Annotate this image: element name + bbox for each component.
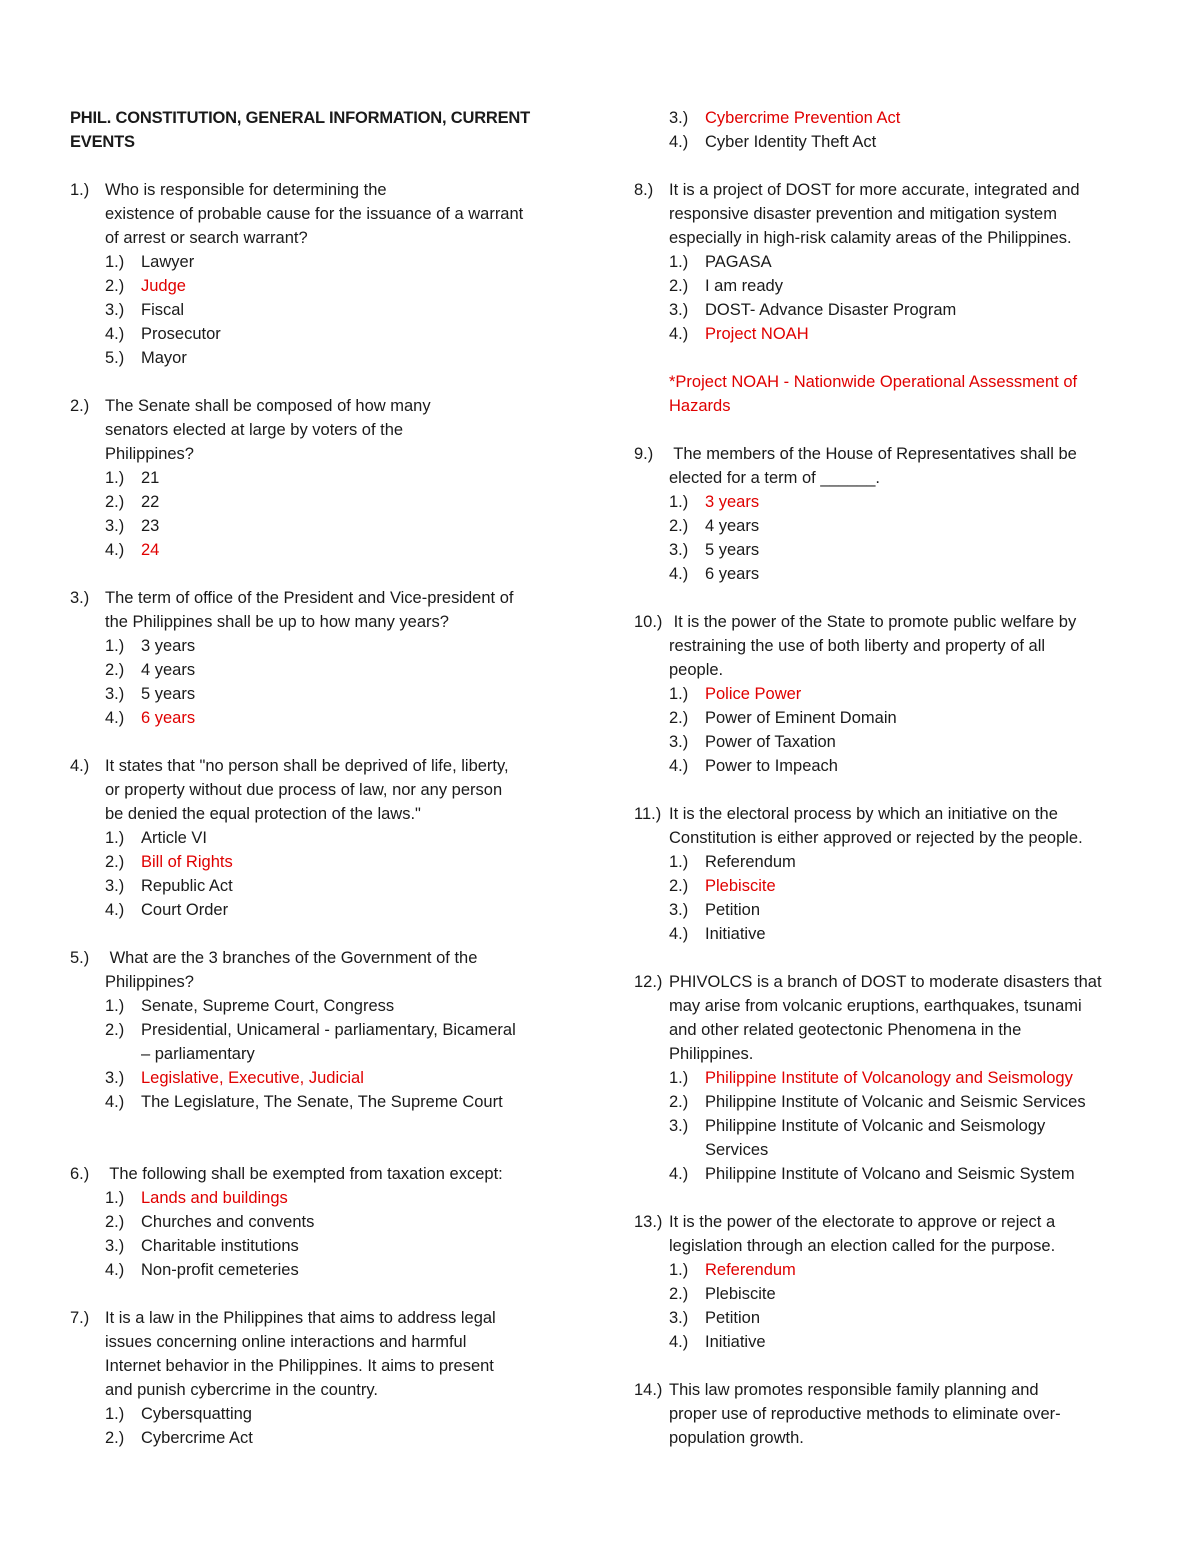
option-number: 2.) bbox=[669, 277, 689, 295]
option-number: 3.) bbox=[669, 109, 689, 127]
question-text bbox=[634, 610, 1134, 634]
option-number: 2.) bbox=[669, 517, 689, 535]
option-number: 4.) bbox=[105, 325, 125, 343]
option-number: 1.) bbox=[105, 637, 125, 655]
option-number: 4.) bbox=[105, 901, 125, 919]
answer-option bbox=[634, 1282, 1134, 1306]
question-line: PHIVOLCS is a branch of DOST to moderate disasters that bbox=[669, 973, 1102, 991]
answer-option bbox=[634, 754, 1134, 778]
question-text-cont: existence of probable cause for the issuance of a warrant bbox=[105, 205, 524, 223]
question-text-cont: legislation through an election called for the purpose. bbox=[669, 1237, 1056, 1255]
question-number: 3.) bbox=[70, 589, 90, 607]
option-number: 1.) bbox=[105, 253, 125, 271]
question-line: It is the power of the electorate to approve or reject a bbox=[669, 1213, 1056, 1231]
question-number: 2.) bbox=[70, 397, 90, 415]
answer-option-correct bbox=[634, 490, 1134, 514]
option-number: 1.) bbox=[105, 997, 125, 1015]
option-number: 2.) bbox=[105, 1429, 125, 1447]
question-line: It is a project of DOST for more accurate, integrated and bbox=[669, 181, 1080, 199]
answer-option bbox=[70, 346, 570, 370]
question-text-cont: responsive disaster prevention and mitigation system bbox=[669, 205, 1057, 223]
option-text: Initiative bbox=[705, 1333, 766, 1351]
answer-option bbox=[634, 1090, 1134, 1114]
answer-option bbox=[634, 538, 1134, 562]
option-number: 1.) bbox=[105, 1405, 125, 1423]
question-14 bbox=[634, 1378, 1134, 1450]
option-text: The Legislature, The Senate, The Supreme Court bbox=[141, 1093, 503, 1111]
answer-option bbox=[70, 994, 570, 1018]
option-number: 3.) bbox=[105, 517, 125, 535]
question-number: 7.) bbox=[70, 1309, 90, 1327]
option-number: 1.) bbox=[669, 853, 689, 871]
question-text bbox=[634, 178, 1134, 202]
answer-option bbox=[70, 1210, 570, 1234]
question-line: The following shall be exempted from taxation except: bbox=[105, 1165, 503, 1183]
answer-option bbox=[70, 1234, 570, 1258]
answer-option-correct bbox=[70, 538, 570, 562]
question-11 bbox=[634, 802, 1134, 946]
option-text: Court Order bbox=[141, 901, 229, 919]
answer-option bbox=[70, 466, 570, 490]
answer-option bbox=[70, 682, 570, 706]
answer-option bbox=[634, 274, 1134, 298]
option-number: 3.) bbox=[105, 877, 125, 895]
option-text: 24 bbox=[141, 541, 160, 559]
option-text: Philippine Institute of Volcanology and Seismology bbox=[705, 1069, 1073, 1087]
option-text: Prosecutor bbox=[141, 325, 221, 343]
option-number: 2.) bbox=[105, 661, 125, 679]
question-9 bbox=[634, 442, 1134, 586]
option-number: 1.) bbox=[105, 469, 125, 487]
option-number: 1.) bbox=[669, 1069, 689, 1087]
question-text-cont: Philippines. bbox=[669, 1045, 754, 1063]
page-title-cont: EVENTS bbox=[70, 133, 135, 151]
question-line: This law promotes responsible family planning and bbox=[669, 1381, 1039, 1399]
answer-option bbox=[70, 1090, 570, 1114]
question-7 bbox=[70, 1306, 570, 1450]
option-number: 3.) bbox=[105, 685, 125, 703]
answer-option bbox=[70, 898, 570, 922]
option-text: Cyber Identity Theft Act bbox=[705, 133, 877, 151]
option-text: 3 years bbox=[705, 493, 760, 511]
option-number: 3.) bbox=[669, 541, 689, 559]
option-text: Fiscal bbox=[141, 301, 185, 319]
answer-option bbox=[634, 130, 1134, 154]
question-text bbox=[634, 970, 1134, 994]
answer-option bbox=[70, 634, 570, 658]
answer-option bbox=[634, 250, 1134, 274]
answer-option-correct bbox=[70, 1066, 570, 1090]
option-text: 23 bbox=[141, 517, 160, 535]
option-text: PAGASA bbox=[705, 253, 772, 271]
answer-option bbox=[70, 250, 570, 274]
answer-note: *Project NOAH - Nationwide Operational Assessment of bbox=[669, 373, 1078, 391]
option-text: DOST- Advance Disaster Program bbox=[705, 301, 957, 319]
question-text-cont: restraining the use of both liberty and property of all bbox=[669, 637, 1046, 655]
question-line: The Senate shall be composed of how many bbox=[105, 397, 431, 415]
option-number: 3.) bbox=[669, 1309, 689, 1327]
answer-option bbox=[70, 322, 570, 346]
question-text-cont: or property without due process of law, nor any person bbox=[105, 781, 503, 799]
answer-option bbox=[634, 1162, 1134, 1186]
question-line: It states that "no person shall be deprived of life, liberty, bbox=[105, 757, 509, 775]
answer-option bbox=[70, 490, 570, 514]
page-title: PHIL. CONSTITUTION, GENERAL INFORMATION, CURRENT bbox=[70, 109, 531, 127]
answer-option bbox=[70, 1018, 570, 1042]
option-text: Judge bbox=[141, 277, 186, 295]
option-text: Referendum bbox=[705, 853, 796, 871]
question-text-cont: of arrest or search warrant? bbox=[105, 229, 308, 247]
question-number: 10.) bbox=[634, 613, 663, 631]
answer-option-correct bbox=[634, 322, 1134, 346]
answer-option-correct bbox=[634, 874, 1134, 898]
question-number: 4.) bbox=[70, 757, 90, 775]
question-12 bbox=[634, 970, 1134, 1186]
answer-option bbox=[634, 298, 1134, 322]
option-text: Article VI bbox=[141, 829, 208, 847]
option-number: 2.) bbox=[105, 277, 125, 295]
question-number: 14.) bbox=[634, 1381, 663, 1399]
option-number: 3.) bbox=[105, 1069, 125, 1087]
option-text: Republic Act bbox=[141, 877, 233, 895]
question-line: It is a law in the Philippines that aims to address legal bbox=[105, 1309, 496, 1327]
option-number: 3.) bbox=[669, 901, 689, 919]
right-column bbox=[634, 106, 1134, 1450]
question-text bbox=[70, 1162, 570, 1186]
question-text-cont: Constitution is either approved or rejected by the people. bbox=[669, 829, 1083, 847]
left-column bbox=[70, 106, 570, 1450]
question-8 bbox=[634, 178, 1134, 418]
option-number: 4.) bbox=[105, 1261, 125, 1279]
question-text-cont: senators elected at large by voters of the bbox=[105, 421, 404, 439]
option-text: Lawyer bbox=[141, 253, 195, 271]
option-text: Referendum bbox=[705, 1261, 796, 1279]
answer-option bbox=[634, 1114, 1134, 1138]
question-number: 6.) bbox=[70, 1165, 90, 1183]
question-text-cont: be denied the equal protection of the laws." bbox=[105, 805, 421, 823]
option-text: Churches and convents bbox=[141, 1213, 315, 1231]
option-number: 4.) bbox=[105, 709, 125, 727]
option-text: Power of Eminent Domain bbox=[705, 709, 897, 727]
question-number: 5.) bbox=[70, 949, 90, 967]
option-number: 1.) bbox=[669, 493, 689, 511]
answer-note: Hazards bbox=[669, 397, 731, 415]
option-text: I am ready bbox=[705, 277, 783, 295]
answer-option bbox=[70, 1402, 570, 1426]
question-line: It is the electoral process by which an initiative on the bbox=[669, 805, 1058, 823]
answer-option bbox=[634, 1330, 1134, 1354]
option-number: 1.) bbox=[105, 829, 125, 847]
option-number: 1.) bbox=[105, 1189, 125, 1207]
option-text: 6 years bbox=[141, 709, 196, 727]
option-text: 5 years bbox=[141, 685, 196, 703]
option-number: 3.) bbox=[669, 1117, 689, 1135]
option-text: Cybercrime Prevention Act bbox=[705, 109, 901, 127]
question-text bbox=[70, 754, 570, 778]
question-5 bbox=[70, 946, 570, 1114]
answer-option bbox=[70, 298, 570, 322]
question-text-cont: elected for a term of ______. bbox=[669, 469, 880, 487]
option-text: Philippine Institute of Volcano and Seismic System bbox=[705, 1165, 1075, 1183]
option-text: Non-profit cemeteries bbox=[141, 1261, 299, 1279]
question-text-cont: may arise from volcanic eruptions, earthquakes, tsunami bbox=[669, 997, 1082, 1015]
question-text-cont: Internet behavior in the Philippines. It aims to present bbox=[105, 1357, 494, 1375]
option-number: 2.) bbox=[669, 1093, 689, 1111]
option-number: 2.) bbox=[105, 853, 125, 871]
question-number: 13.) bbox=[634, 1213, 663, 1231]
option-text: Petition bbox=[705, 901, 761, 919]
option-number: 4.) bbox=[669, 565, 689, 583]
option-text-cont: Services bbox=[705, 1141, 769, 1159]
answer-option-correct bbox=[634, 682, 1134, 706]
option-text-cont: – parliamentary bbox=[141, 1045, 255, 1063]
option-text: Philippine Institute of Volcanic and Seismology bbox=[705, 1117, 1046, 1135]
question-text-cont: people. bbox=[669, 661, 724, 679]
option-number: 4.) bbox=[669, 1165, 689, 1183]
question-text bbox=[70, 946, 570, 970]
question-text-cont: population growth. bbox=[669, 1429, 804, 1447]
answer-option-correct bbox=[634, 1258, 1134, 1282]
option-text: 22 bbox=[141, 493, 160, 511]
answer-option bbox=[70, 1258, 570, 1282]
question-line: What are the 3 branches of the Government of the bbox=[105, 949, 478, 967]
option-number: 4.) bbox=[669, 757, 689, 775]
question-number: 1.) bbox=[70, 181, 90, 199]
option-text: Project NOAH bbox=[705, 325, 809, 343]
option-number: 2.) bbox=[105, 1021, 125, 1039]
question-text bbox=[70, 1306, 570, 1330]
option-text: Plebiscite bbox=[705, 1285, 776, 1303]
answer-option bbox=[70, 826, 570, 850]
answer-option-correct bbox=[634, 106, 1134, 130]
answer-option bbox=[634, 514, 1134, 538]
option-number: 4.) bbox=[105, 1093, 125, 1111]
answer-option-correct bbox=[70, 706, 570, 730]
option-text: Mayor bbox=[141, 349, 187, 367]
option-text: 21 bbox=[141, 469, 160, 487]
question-text bbox=[70, 394, 570, 418]
question-line: Who is responsible for determining the bbox=[105, 181, 387, 199]
question-text-cont: Philippines? bbox=[105, 445, 194, 463]
option-number: 1.) bbox=[669, 685, 689, 703]
answer-option-correct bbox=[70, 1186, 570, 1210]
question-text bbox=[634, 802, 1134, 826]
question-text bbox=[634, 442, 1134, 466]
question-number: 8.) bbox=[634, 181, 654, 199]
question-6 bbox=[70, 1162, 570, 1282]
answer-option bbox=[70, 874, 570, 898]
question-text-cont: especially in high-risk calamity areas of the Philippines. bbox=[669, 229, 1072, 247]
option-text: Charitable institutions bbox=[141, 1237, 299, 1255]
option-number: 3.) bbox=[105, 1237, 125, 1255]
option-text: Lands and buildings bbox=[141, 1189, 288, 1207]
option-text: Bill of Rights bbox=[141, 853, 233, 871]
option-text: Cybercrime Act bbox=[141, 1429, 253, 1447]
answer-option bbox=[634, 898, 1134, 922]
option-number: 4.) bbox=[669, 1333, 689, 1351]
option-text: 5 years bbox=[705, 541, 760, 559]
option-text: 6 years bbox=[705, 565, 760, 583]
question-2 bbox=[70, 394, 570, 562]
answer-option bbox=[634, 562, 1134, 586]
option-number: 4.) bbox=[669, 133, 689, 151]
answer-option bbox=[634, 1306, 1134, 1330]
question-4 bbox=[70, 754, 570, 922]
option-text: Cybersquatting bbox=[141, 1405, 252, 1423]
question-text-cont: the Philippines shall be up to how many years? bbox=[105, 613, 449, 631]
answer-option-correct bbox=[70, 274, 570, 298]
question-13 bbox=[634, 1210, 1134, 1354]
option-number: 2.) bbox=[105, 493, 125, 511]
answer-option bbox=[634, 922, 1134, 946]
question-text bbox=[634, 1378, 1134, 1402]
option-number: 2.) bbox=[669, 1285, 689, 1303]
answer-option bbox=[70, 1426, 570, 1450]
question-10 bbox=[634, 610, 1134, 778]
option-number: 4.) bbox=[669, 325, 689, 343]
question-text-cont: and other related geotectonic Phenomena in the bbox=[669, 1021, 1022, 1039]
answer-option bbox=[634, 730, 1134, 754]
question-text-cont: Philippines? bbox=[105, 973, 194, 991]
question-text bbox=[634, 1210, 1134, 1234]
question-text bbox=[70, 586, 570, 610]
question-text-cont: issues concerning online interactions and harmful bbox=[105, 1333, 467, 1351]
option-text: Police Power bbox=[705, 685, 802, 703]
option-text: Petition bbox=[705, 1309, 761, 1327]
question-number: 12.) bbox=[634, 973, 663, 991]
question-text bbox=[70, 178, 570, 202]
question-line: It is the power of the State to promote public welfare by bbox=[669, 613, 1077, 631]
question-number: 9.) bbox=[634, 445, 654, 463]
answer-option bbox=[70, 658, 570, 682]
answer-option-correct bbox=[634, 1066, 1134, 1090]
option-number: 2.) bbox=[669, 709, 689, 727]
answer-option bbox=[634, 850, 1134, 874]
option-number: 4.) bbox=[669, 925, 689, 943]
option-number: 3.) bbox=[105, 301, 125, 319]
answer-option bbox=[70, 514, 570, 538]
option-number: 2.) bbox=[669, 877, 689, 895]
option-number: 4.) bbox=[105, 541, 125, 559]
question-number: 11.) bbox=[634, 805, 662, 823]
option-text: Power of Taxation bbox=[705, 733, 836, 751]
question-line: The members of the House of Representatives shall be bbox=[669, 445, 1077, 463]
option-text: Presidential, Unicameral - parliamentary, Bicameral bbox=[141, 1021, 516, 1039]
option-text: Philippine Institute of Volcanic and Seismic Services bbox=[705, 1093, 1086, 1111]
question-3 bbox=[70, 586, 570, 730]
option-number: 5.) bbox=[105, 349, 125, 367]
option-text: 4 years bbox=[141, 661, 196, 679]
option-text: 3 years bbox=[141, 637, 196, 655]
option-text: Power to Impeach bbox=[705, 757, 838, 775]
question-1 bbox=[70, 178, 570, 370]
option-number: 3.) bbox=[669, 733, 689, 751]
answer-option-correct bbox=[70, 850, 570, 874]
option-text: Initiative bbox=[705, 925, 766, 943]
question-line: The term of office of the President and Vice-president of bbox=[105, 589, 514, 607]
option-text: Plebiscite bbox=[705, 877, 776, 895]
option-number: 1.) bbox=[669, 253, 689, 271]
question-text-cont: proper use of reproductive methods to eliminate over- bbox=[669, 1405, 1061, 1423]
answer-option bbox=[634, 706, 1134, 730]
option-number: 3.) bbox=[669, 301, 689, 319]
question-text-cont: and punish cybercrime in the country. bbox=[105, 1381, 378, 1399]
option-text: Legislative, Executive, Judicial bbox=[141, 1069, 364, 1087]
option-number: 1.) bbox=[669, 1261, 689, 1279]
option-text: Senate, Supreme Court, Congress bbox=[141, 997, 395, 1015]
option-text: 4 years bbox=[705, 517, 760, 535]
option-number: 2.) bbox=[105, 1213, 125, 1231]
